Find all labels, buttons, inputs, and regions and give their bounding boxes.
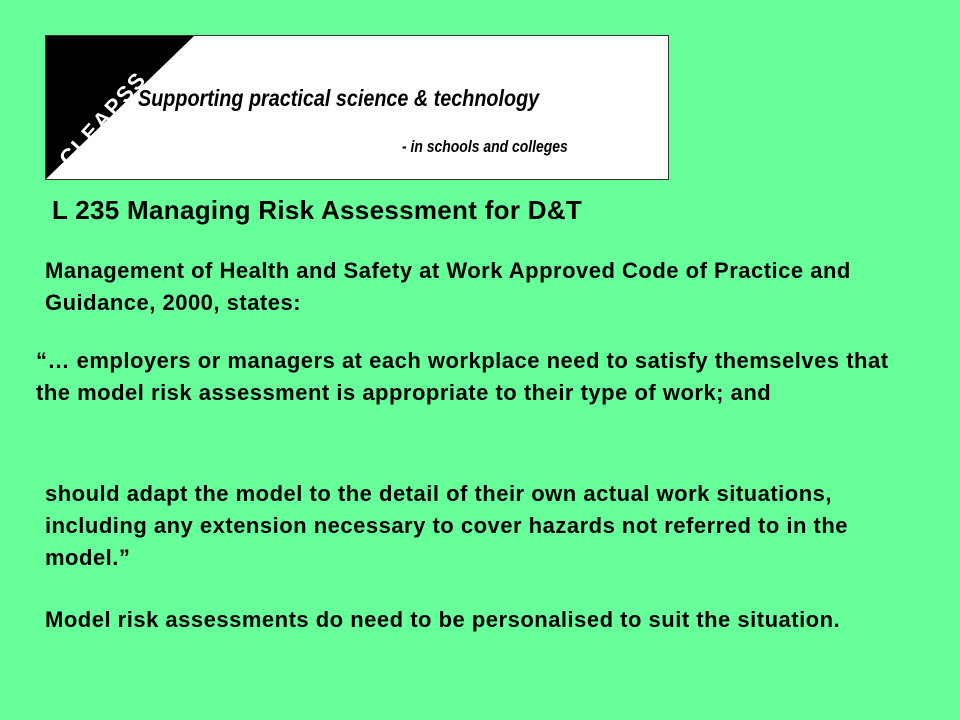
logo-subtagline: - in schools and colleges bbox=[402, 137, 568, 156]
quote-paragraph-2: should adapt the model to the detail of their own actual work situations, including any extension necessary to cover hazards not referred to in the model.” bbox=[45, 481, 849, 570]
logo-tagline: Supporting practical science & technology bbox=[138, 85, 540, 111]
quote-paragraph-1: “… employers or managers at each workplace need to satisfy themselves that the model risk assessment is appropriate to their type of work; and bbox=[36, 348, 889, 405]
cleapss-logo bbox=[45, 35, 669, 180]
page-title: L 235 Managing Risk Assessment for D&T bbox=[52, 195, 583, 225]
logo-brand-text: CLEAPSS bbox=[54, 66, 152, 171]
conclusion-paragraph: Model risk assessments do need to be personalised to suit the situation. bbox=[45, 607, 841, 632]
intro-paragraph: Management of Health and Safety at Work Approved Code of Practice and Guidance, 2000, states: bbox=[45, 258, 851, 315]
